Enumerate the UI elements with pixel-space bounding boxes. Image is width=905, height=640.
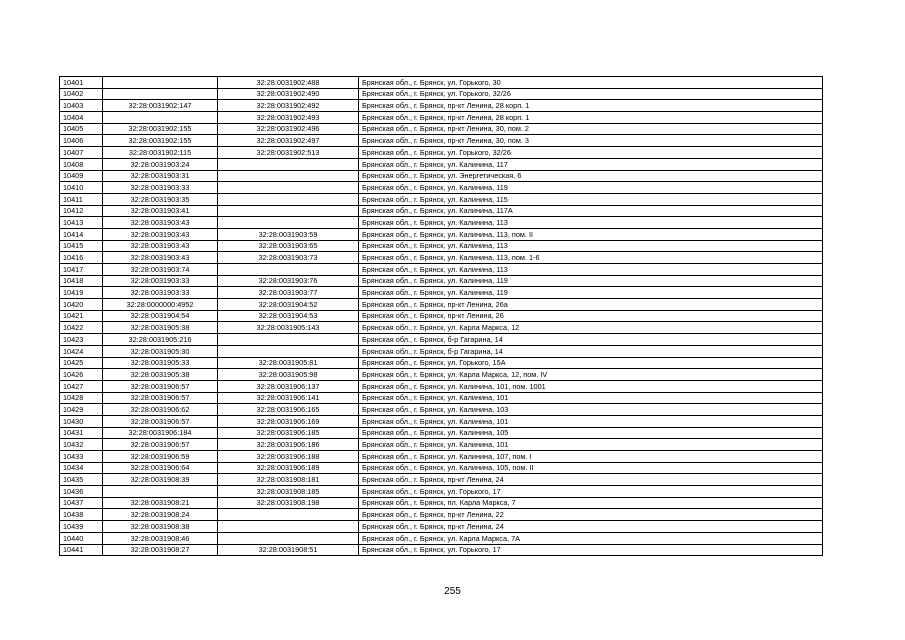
table-row	[60, 451, 823, 463]
parcel-cadastral-cell: 32:28:0031905:38	[103, 369, 218, 381]
row-number-cell: 10425	[60, 357, 103, 369]
table-row	[60, 240, 823, 252]
table-row	[60, 88, 823, 100]
object-cadastral-cell: 32:28:0031902:513	[218, 147, 359, 159]
table-row	[60, 474, 823, 486]
table-row	[60, 147, 823, 159]
object-cadastral-cell: 32:28:0031905:81	[218, 357, 359, 369]
table-row	[60, 112, 823, 124]
object-cadastral-cell: 32:28:0031904:53	[218, 310, 359, 322]
object-cadastral-cell: 32:28:0031906:189	[218, 462, 359, 474]
address-cell: Брянская обл., г. Брянск, ул. Калинина, 117	[359, 158, 823, 170]
parcel-cadastral-cell: 32:28:0031903:74	[103, 264, 218, 276]
row-number-cell: 10416	[60, 252, 103, 264]
row-number-cell: 10434	[60, 462, 103, 474]
row-number-cell: 10441	[60, 544, 103, 556]
object-cadastral-cell: 32:28:0031906:137	[218, 380, 359, 392]
address-cell: Брянская обл., г. Брянск, ул. Калинина, 119	[359, 287, 823, 299]
address-cell: Брянская обл., г. Брянск, ул. Карла Маркса, 7А	[359, 532, 823, 544]
parcel-cadastral-cell	[103, 77, 218, 89]
table-row	[60, 345, 823, 357]
parcel-cadastral-cell: 32:28:0031906:57	[103, 415, 218, 427]
row-number-cell: 10424	[60, 345, 103, 357]
parcel-cadastral-cell: 32:28:0031903:41	[103, 205, 218, 217]
row-number-cell: 10412	[60, 205, 103, 217]
row-number-cell: 10421	[60, 310, 103, 322]
address-cell: Брянская обл., г. Брянск, ул. Калинина, 113	[359, 264, 823, 276]
row-number-cell: 10417	[60, 264, 103, 276]
address-cell: Брянская обл., г. Брянск, ул. Калинина, 101	[359, 392, 823, 404]
address-cell: Брянская обл., г. Брянск, пл. Карла Маркса, 7	[359, 497, 823, 509]
object-cadastral-cell	[218, 193, 359, 205]
object-cadastral-cell	[218, 217, 359, 229]
parcel-cadastral-cell: 32:28:0031908:21	[103, 497, 218, 509]
row-number-cell: 10405	[60, 123, 103, 135]
parcel-cadastral-cell: 32:28:0031905:30	[103, 345, 218, 357]
parcel-cadastral-cell: 32:28:0031906:59	[103, 451, 218, 463]
object-cadastral-cell: 32:28:0031908:185	[218, 486, 359, 498]
row-number-cell: 10422	[60, 322, 103, 334]
row-number-cell: 10413	[60, 217, 103, 229]
address-cell: Брянская обл., г. Брянск, ул. Калинина, 105, пом. II	[359, 462, 823, 474]
parcel-cadastral-cell	[103, 88, 218, 100]
object-cadastral-cell	[218, 521, 359, 533]
row-number-cell: 10429	[60, 404, 103, 416]
object-cadastral-cell: 32:28:0031906:186	[218, 439, 359, 451]
row-number-cell: 10415	[60, 240, 103, 252]
row-number-cell: 10427	[60, 380, 103, 392]
table-row	[60, 252, 823, 264]
address-cell: Брянская обл., г. Брянск, ул. Калинина, 101	[359, 415, 823, 427]
parcel-cadastral-cell: 32:28:0031906:57	[103, 380, 218, 392]
address-cell: Брянская обл., г. Брянск, ул. Калинина, 105	[359, 427, 823, 439]
address-cell: Брянская обл., г. Брянск, ул. Карла Маркса, 12	[359, 322, 823, 334]
address-cell: Брянская обл., г. Брянск, ул. Калинина, 113	[359, 217, 823, 229]
address-cell: Брянская обл., г. Брянск, пр-кт Ленина, 28 корп. 1	[359, 112, 823, 124]
address-cell: Брянская обл., г. Брянск, ул. Карла Маркса, 12, пом. IV	[359, 369, 823, 381]
table-row	[60, 415, 823, 427]
row-number-cell: 10440	[60, 532, 103, 544]
address-cell: Брянская обл., г. Брянск, ул. Горького, 17	[359, 486, 823, 498]
address-cell: Брянская обл., г. Брянск, ул. Калинина, 119	[359, 182, 823, 194]
object-cadastral-cell: 32:28:0031902:493	[218, 112, 359, 124]
parcel-cadastral-cell: 32:28:0031908:39	[103, 474, 218, 486]
object-cadastral-cell: 32:28:0031904:52	[218, 299, 359, 311]
table-row	[60, 299, 823, 311]
object-cadastral-cell: 32:28:0031903:59	[218, 228, 359, 240]
row-number-cell: 10431	[60, 427, 103, 439]
row-number-cell: 10418	[60, 275, 103, 287]
table-row	[60, 135, 823, 147]
address-cell: Брянская обл., г. Брянск, ул. Калинина, 117А	[359, 205, 823, 217]
parcel-cadastral-cell: 32:28:0031904:54	[103, 310, 218, 322]
address-cell: Брянская обл., г. Брянск, ул. Калинина, 113	[359, 240, 823, 252]
row-number-cell: 10435	[60, 474, 103, 486]
table-row	[60, 275, 823, 287]
row-number-cell: 10423	[60, 334, 103, 346]
object-cadastral-cell	[218, 334, 359, 346]
row-number-cell: 10414	[60, 228, 103, 240]
table-row	[60, 158, 823, 170]
parcel-cadastral-cell: 32:28:0031908:27	[103, 544, 218, 556]
address-cell: Брянская обл., г. Брянск, ул. Калинина, 113, пом. 1-6	[359, 252, 823, 264]
parcel-cadastral-cell: 32:28:0031903:33	[103, 275, 218, 287]
address-cell: Брянская обл., г. Брянск, ул. Калинина, 115	[359, 193, 823, 205]
table-row	[60, 532, 823, 544]
address-cell: Брянская обл., г. Брянск, пр-кт Ленина, 26	[359, 310, 823, 322]
table-row	[60, 193, 823, 205]
table-row	[60, 205, 823, 217]
address-cell: Брянская обл., г. Брянск, ул. Калинина, 107, пом. I	[359, 451, 823, 463]
object-cadastral-cell: 32:28:0031908:51	[218, 544, 359, 556]
address-cell: Брянская обл., г. Брянск, ул. Энергетическая, 6	[359, 170, 823, 182]
object-cadastral-cell	[218, 345, 359, 357]
object-cadastral-cell: 32:28:0031908:181	[218, 474, 359, 486]
object-cadastral-cell	[218, 532, 359, 544]
parcel-cadastral-cell: 32:28:0031908:24	[103, 509, 218, 521]
row-number-cell: 10402	[60, 88, 103, 100]
object-cadastral-cell: 32:28:0031905:98	[218, 369, 359, 381]
parcel-cadastral-cell	[103, 112, 218, 124]
object-cadastral-cell: 32:28:0031903:65	[218, 240, 359, 252]
row-number-cell: 10404	[60, 112, 103, 124]
parcel-cadastral-cell: 32:28:0000000:4952	[103, 299, 218, 311]
row-number-cell: 10433	[60, 451, 103, 463]
row-number-cell: 10428	[60, 392, 103, 404]
address-cell: Брянская обл., г. Брянск, пр-кт Ленина, 30, пом. 2	[359, 123, 823, 135]
table-row	[60, 170, 823, 182]
object-cadastral-cell: 32:28:0031902:488	[218, 77, 359, 89]
parcel-cadastral-cell: 32:28:0031905:38	[103, 322, 218, 334]
table-row	[60, 462, 823, 474]
table-row	[60, 287, 823, 299]
table-row	[60, 334, 823, 346]
address-cell: Брянская обл., г. Брянск, ул. Горького, 17	[359, 544, 823, 556]
table-row	[60, 521, 823, 533]
address-cell: Брянская обл., г. Брянск, пр-кт Ленина, 22	[359, 509, 823, 521]
object-cadastral-cell: 32:28:0031903:76	[218, 275, 359, 287]
address-cell: Брянская обл., г. Брянск, ул. Калинина, 113, пом. II	[359, 228, 823, 240]
address-cell: Брянская обл., г. Брянск, пр-кт Ленина, 26а	[359, 299, 823, 311]
parcel-cadastral-cell: 32:28:0031906:57	[103, 439, 218, 451]
row-number-cell: 10430	[60, 415, 103, 427]
parcel-cadastral-cell: 32:28:0031902:155	[103, 123, 218, 135]
address-cell: Брянская обл., г. Брянск, ул. Калинина, 101	[359, 439, 823, 451]
table-row	[60, 182, 823, 194]
object-cadastral-cell: 32:28:0031906:165	[218, 404, 359, 416]
parcel-cadastral-cell: 32:28:0031906:184	[103, 427, 218, 439]
table-row	[60, 123, 823, 135]
address-cell: Брянская обл., г. Брянск, ул. Калинина, 101, пом. 1001	[359, 380, 823, 392]
object-cadastral-cell: 32:28:0031902:497	[218, 135, 359, 147]
table-row	[60, 100, 823, 112]
table-row	[60, 509, 823, 521]
row-number-cell: 10406	[60, 135, 103, 147]
row-number-cell: 10410	[60, 182, 103, 194]
parcel-cadastral-cell: 32:28:0031906:57	[103, 392, 218, 404]
row-number-cell: 10409	[60, 170, 103, 182]
row-number-cell: 10437	[60, 497, 103, 509]
row-number-cell: 10426	[60, 369, 103, 381]
parcel-cadastral-cell	[103, 486, 218, 498]
parcel-cadastral-cell: 32:28:0031903:33	[103, 287, 218, 299]
table-row	[60, 369, 823, 381]
parcel-cadastral-cell: 32:28:0031902:147	[103, 100, 218, 112]
parcel-cadastral-cell: 32:28:0031908:46	[103, 532, 218, 544]
object-cadastral-cell	[218, 509, 359, 521]
parcel-cadastral-cell: 32:28:0031903:43	[103, 228, 218, 240]
object-cadastral-cell: 32:28:0031903:73	[218, 252, 359, 264]
parcel-cadastral-cell: 32:28:0031903:43	[103, 252, 218, 264]
parcel-cadastral-cell: 32:28:0031903:31	[103, 170, 218, 182]
row-number-cell: 10419	[60, 287, 103, 299]
parcel-cadastral-cell: 32:28:0031903:35	[103, 193, 218, 205]
address-cell: Брянская обл., г. Брянск, пр-кт Ленина, 24	[359, 474, 823, 486]
address-cell: Брянская обл., г. Брянск, пр-кт Ленина, 28 корп. 1	[359, 100, 823, 112]
cadastral-table	[59, 76, 823, 556]
row-number-cell: 10407	[60, 147, 103, 159]
table-row	[60, 264, 823, 276]
table-row	[60, 439, 823, 451]
row-number-cell: 10420	[60, 299, 103, 311]
parcel-cadastral-cell: 32:28:0031906:62	[103, 404, 218, 416]
parcel-cadastral-cell: 32:28:0031908:38	[103, 521, 218, 533]
object-cadastral-cell	[218, 205, 359, 217]
table-row	[60, 497, 823, 509]
table-row	[60, 357, 823, 369]
page-number: 255	[444, 586, 461, 597]
table-row	[60, 310, 823, 322]
object-cadastral-cell	[218, 158, 359, 170]
object-cadastral-cell	[218, 170, 359, 182]
row-number-cell: 10408	[60, 158, 103, 170]
object-cadastral-cell	[218, 182, 359, 194]
parcel-cadastral-cell: 32:28:0031903:24	[103, 158, 218, 170]
address-cell: Брянская обл., г. Брянск, б-р Гагарина, 14	[359, 334, 823, 346]
object-cadastral-cell: 32:28:0031908:198	[218, 497, 359, 509]
row-number-cell: 10411	[60, 193, 103, 205]
object-cadastral-cell: 32:28:0031902:496	[218, 123, 359, 135]
row-number-cell: 10436	[60, 486, 103, 498]
table-row	[60, 77, 823, 89]
row-number-cell: 10401	[60, 77, 103, 89]
parcel-cadastral-cell: 32:28:0031903:43	[103, 217, 218, 229]
row-number-cell: 10438	[60, 509, 103, 521]
address-cell: Брянская обл., г. Брянск, ул. Горького, 32/26	[359, 88, 823, 100]
address-cell: Брянская обл., г. Брянск, ул. Калинина, 119	[359, 275, 823, 287]
object-cadastral-cell: 32:28:0031902:492	[218, 100, 359, 112]
table-row	[60, 217, 823, 229]
table-row	[60, 486, 823, 498]
object-cadastral-cell: 32:28:0031905:143	[218, 322, 359, 334]
object-cadastral-cell: 32:28:0031906:169	[218, 415, 359, 427]
address-cell: Брянская обл., г. Брянск, ул. Горького, 32/26	[359, 147, 823, 159]
object-cadastral-cell: 32:28:0031906:141	[218, 392, 359, 404]
parcel-cadastral-cell: 32:28:0031902:155	[103, 135, 218, 147]
row-number-cell: 10432	[60, 439, 103, 451]
table-row	[60, 404, 823, 416]
address-cell: Брянская обл., г. Брянск, б-р Гагарина, 14	[359, 345, 823, 357]
parcel-cadastral-cell: 32:28:0031903:33	[103, 182, 218, 194]
table-row	[60, 380, 823, 392]
object-cadastral-cell	[218, 264, 359, 276]
table-row	[60, 228, 823, 240]
parcel-cadastral-cell: 32:28:0031902:115	[103, 147, 218, 159]
table-row	[60, 427, 823, 439]
parcel-cadastral-cell: 32:28:0031906:64	[103, 462, 218, 474]
row-number-cell: 10439	[60, 521, 103, 533]
object-cadastral-cell: 32:28:0031906:185	[218, 427, 359, 439]
parcel-cadastral-cell: 32:28:0031905:216	[103, 334, 218, 346]
address-cell: Брянская обл., г. Брянск, пр-кт Ленина, 30, пом. 3	[359, 135, 823, 147]
object-cadastral-cell: 32:28:0031902:490	[218, 88, 359, 100]
table-row	[60, 322, 823, 334]
table-body	[60, 77, 823, 556]
table-row	[60, 544, 823, 556]
address-cell: Брянская обл., г. Брянск, ул. Горького, 15А	[359, 357, 823, 369]
parcel-cadastral-cell: 32:28:0031905:33	[103, 357, 218, 369]
parcel-cadastral-cell: 32:28:0031903:43	[103, 240, 218, 252]
address-cell: Брянская обл., г. Брянск, ул. Горького, 30	[359, 77, 823, 89]
address-cell: Брянская обл., г. Брянск, ул. Калинина, 103	[359, 404, 823, 416]
address-cell: Брянская обл., г. Брянск, пр-кт Ленина, 24	[359, 521, 823, 533]
row-number-cell: 10403	[60, 100, 103, 112]
table-row	[60, 392, 823, 404]
object-cadastral-cell: 32:28:0031906:188	[218, 451, 359, 463]
object-cadastral-cell: 32:28:0031903:77	[218, 287, 359, 299]
